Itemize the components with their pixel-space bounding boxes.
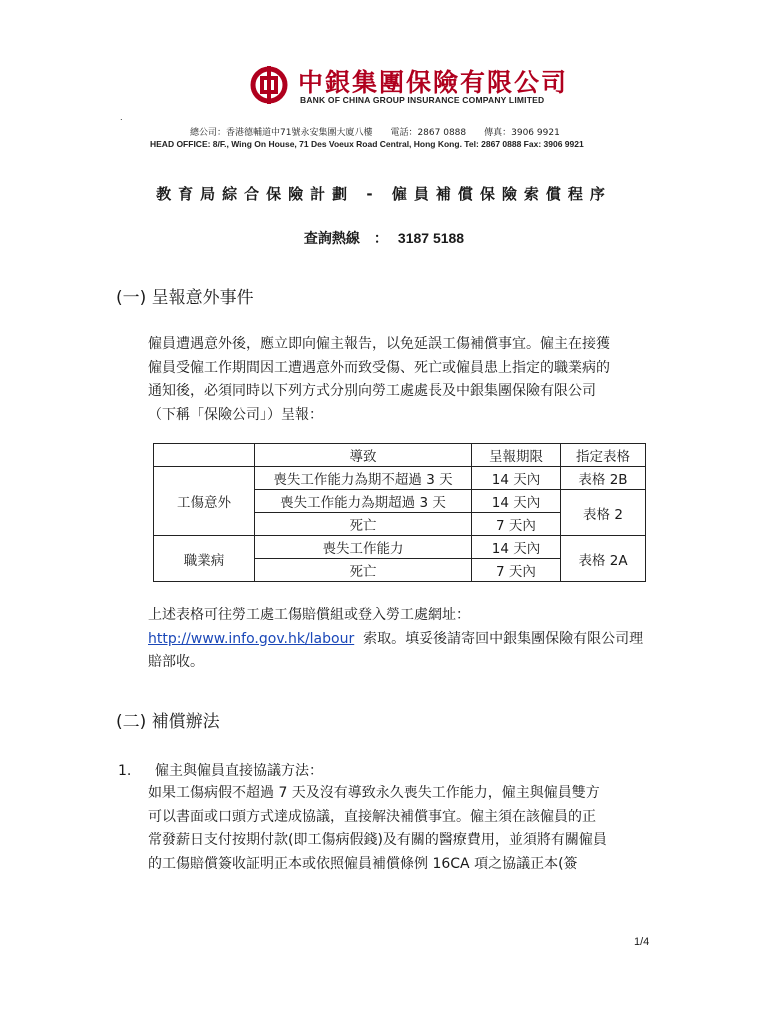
hotline-label: 查詢熱線 ：	[303, 231, 388, 247]
table-cell-cause: 喪失工作能力為期超過 3 天	[255, 490, 472, 513]
table-row	[154, 536, 646, 559]
paragraph-line: 僱員受僱工作期間因工遭遇意外而致受傷、死亡或僱員患上指定的職業病的	[148, 359, 610, 376]
table-group-cell: 工傷意外	[154, 467, 255, 536]
section1-paragraph	[148, 333, 610, 427]
address-cn: 總公司：香港德輔道中71號永安集團大廈八樓 電話：2867 0888 傳真：3906 9921	[190, 128, 560, 138]
table-header-cell: 呈報期限	[472, 444, 561, 467]
table-cell-form: 表格 2A	[561, 536, 646, 582]
link-trailing-text: 索取。填妥後請寄回中銀集團保險有限公司理	[363, 630, 644, 647]
section1-after-table	[148, 604, 643, 675]
table-corner-cell	[154, 444, 255, 467]
paragraph-line: 僱員遭遇意外後，應立即向僱主報告，以免延誤工傷補償事宜。僱主在接獲	[148, 336, 610, 352]
table-cell-form: 表格 2	[561, 490, 646, 536]
table-group-cell: 職業病	[154, 536, 255, 582]
paragraph-line: 上述表格可往勞工處工傷賠償組或登入勞工處網址：	[148, 607, 470, 623]
table-header-cell: 指定表格	[561, 444, 646, 467]
hotline-number: 3187 5188	[397, 230, 465, 246]
paragraph-line: （下稱「保險公司」）呈報：	[148, 406, 323, 423]
table-cell-form: 表格 2B	[561, 467, 646, 490]
item-title: 僱主與僱員直接協議方法：	[155, 763, 323, 779]
table-cell-cause: 喪失工作能力	[255, 536, 472, 559]
section2-heading: (二) 補償辦法	[116, 712, 220, 732]
reporting-table	[153, 443, 646, 582]
hotline	[0, 228, 768, 248]
table-cell-cause: 喪失工作能力為期不超過 3 天	[255, 467, 472, 490]
paragraph-line: 賠部收。	[148, 654, 204, 670]
paragraph-line: 如果工傷病假不超過 7 天及沒有導致永久喪失工作能力，僱主與僱員雙方	[148, 785, 600, 801]
stray-mark: .	[120, 113, 123, 122]
page-number: 1/4	[634, 936, 650, 948]
section1-heading: (一) 呈報意外事件	[116, 288, 254, 308]
paragraph-line: 通知後，必須同時以下列方式分別向勞工處處長及中銀集團保險有限公司	[148, 383, 596, 399]
table-header-cell: 導致	[255, 444, 472, 467]
table-cell-deadline: 7 天內	[472, 559, 561, 582]
table-cell-deadline: 14 天內	[472, 490, 561, 513]
item-paragraph	[148, 782, 607, 876]
company-name-cn: 中銀集團保險有限公司	[298, 68, 569, 97]
table-header-row	[154, 444, 646, 467]
paragraph-line: 可以書面或口頭方式達成協議，直接解決補償事宜。僱主須在該僱員的正	[148, 808, 596, 825]
document-title: 教育局綜合保險計劃 - 僱員補償保險索償程序	[156, 185, 612, 203]
table-cell-deadline: 14 天內	[472, 467, 561, 490]
table-cell-cause: 死亡	[255, 559, 472, 582]
address-en: HEAD OFFICE: 8/F., Wing On House, 71 Des Voeux Road Central, Hong Kong. Tel: 2867 0888 Fax: 3906 9921	[150, 139, 584, 149]
paragraph-line	[148, 628, 643, 652]
paragraph-line: 常發薪日支付按期付款(即工傷病假錢)及有關的醫療費用，並須將有關僱員	[148, 832, 607, 848]
table-cell-cause: 死亡	[255, 513, 472, 536]
table-cell-deadline: 7 天內	[472, 513, 561, 536]
company-logo-icon	[250, 66, 288, 104]
company-name-en: BANK OF CHINA GROUP INSURANCE COMPANY LIMITED	[300, 95, 545, 105]
table-cell-deadline: 14 天內	[472, 536, 561, 559]
labour-website-link[interactable]: http://www.info.gov.hk/labour	[148, 630, 355, 647]
item-number: 1.	[118, 763, 132, 779]
table-row	[154, 467, 646, 490]
paragraph-line: 的工傷賠償簽收証明正本或依照僱員補償條例 16CA 項之協議正本(簽	[148, 855, 578, 872]
